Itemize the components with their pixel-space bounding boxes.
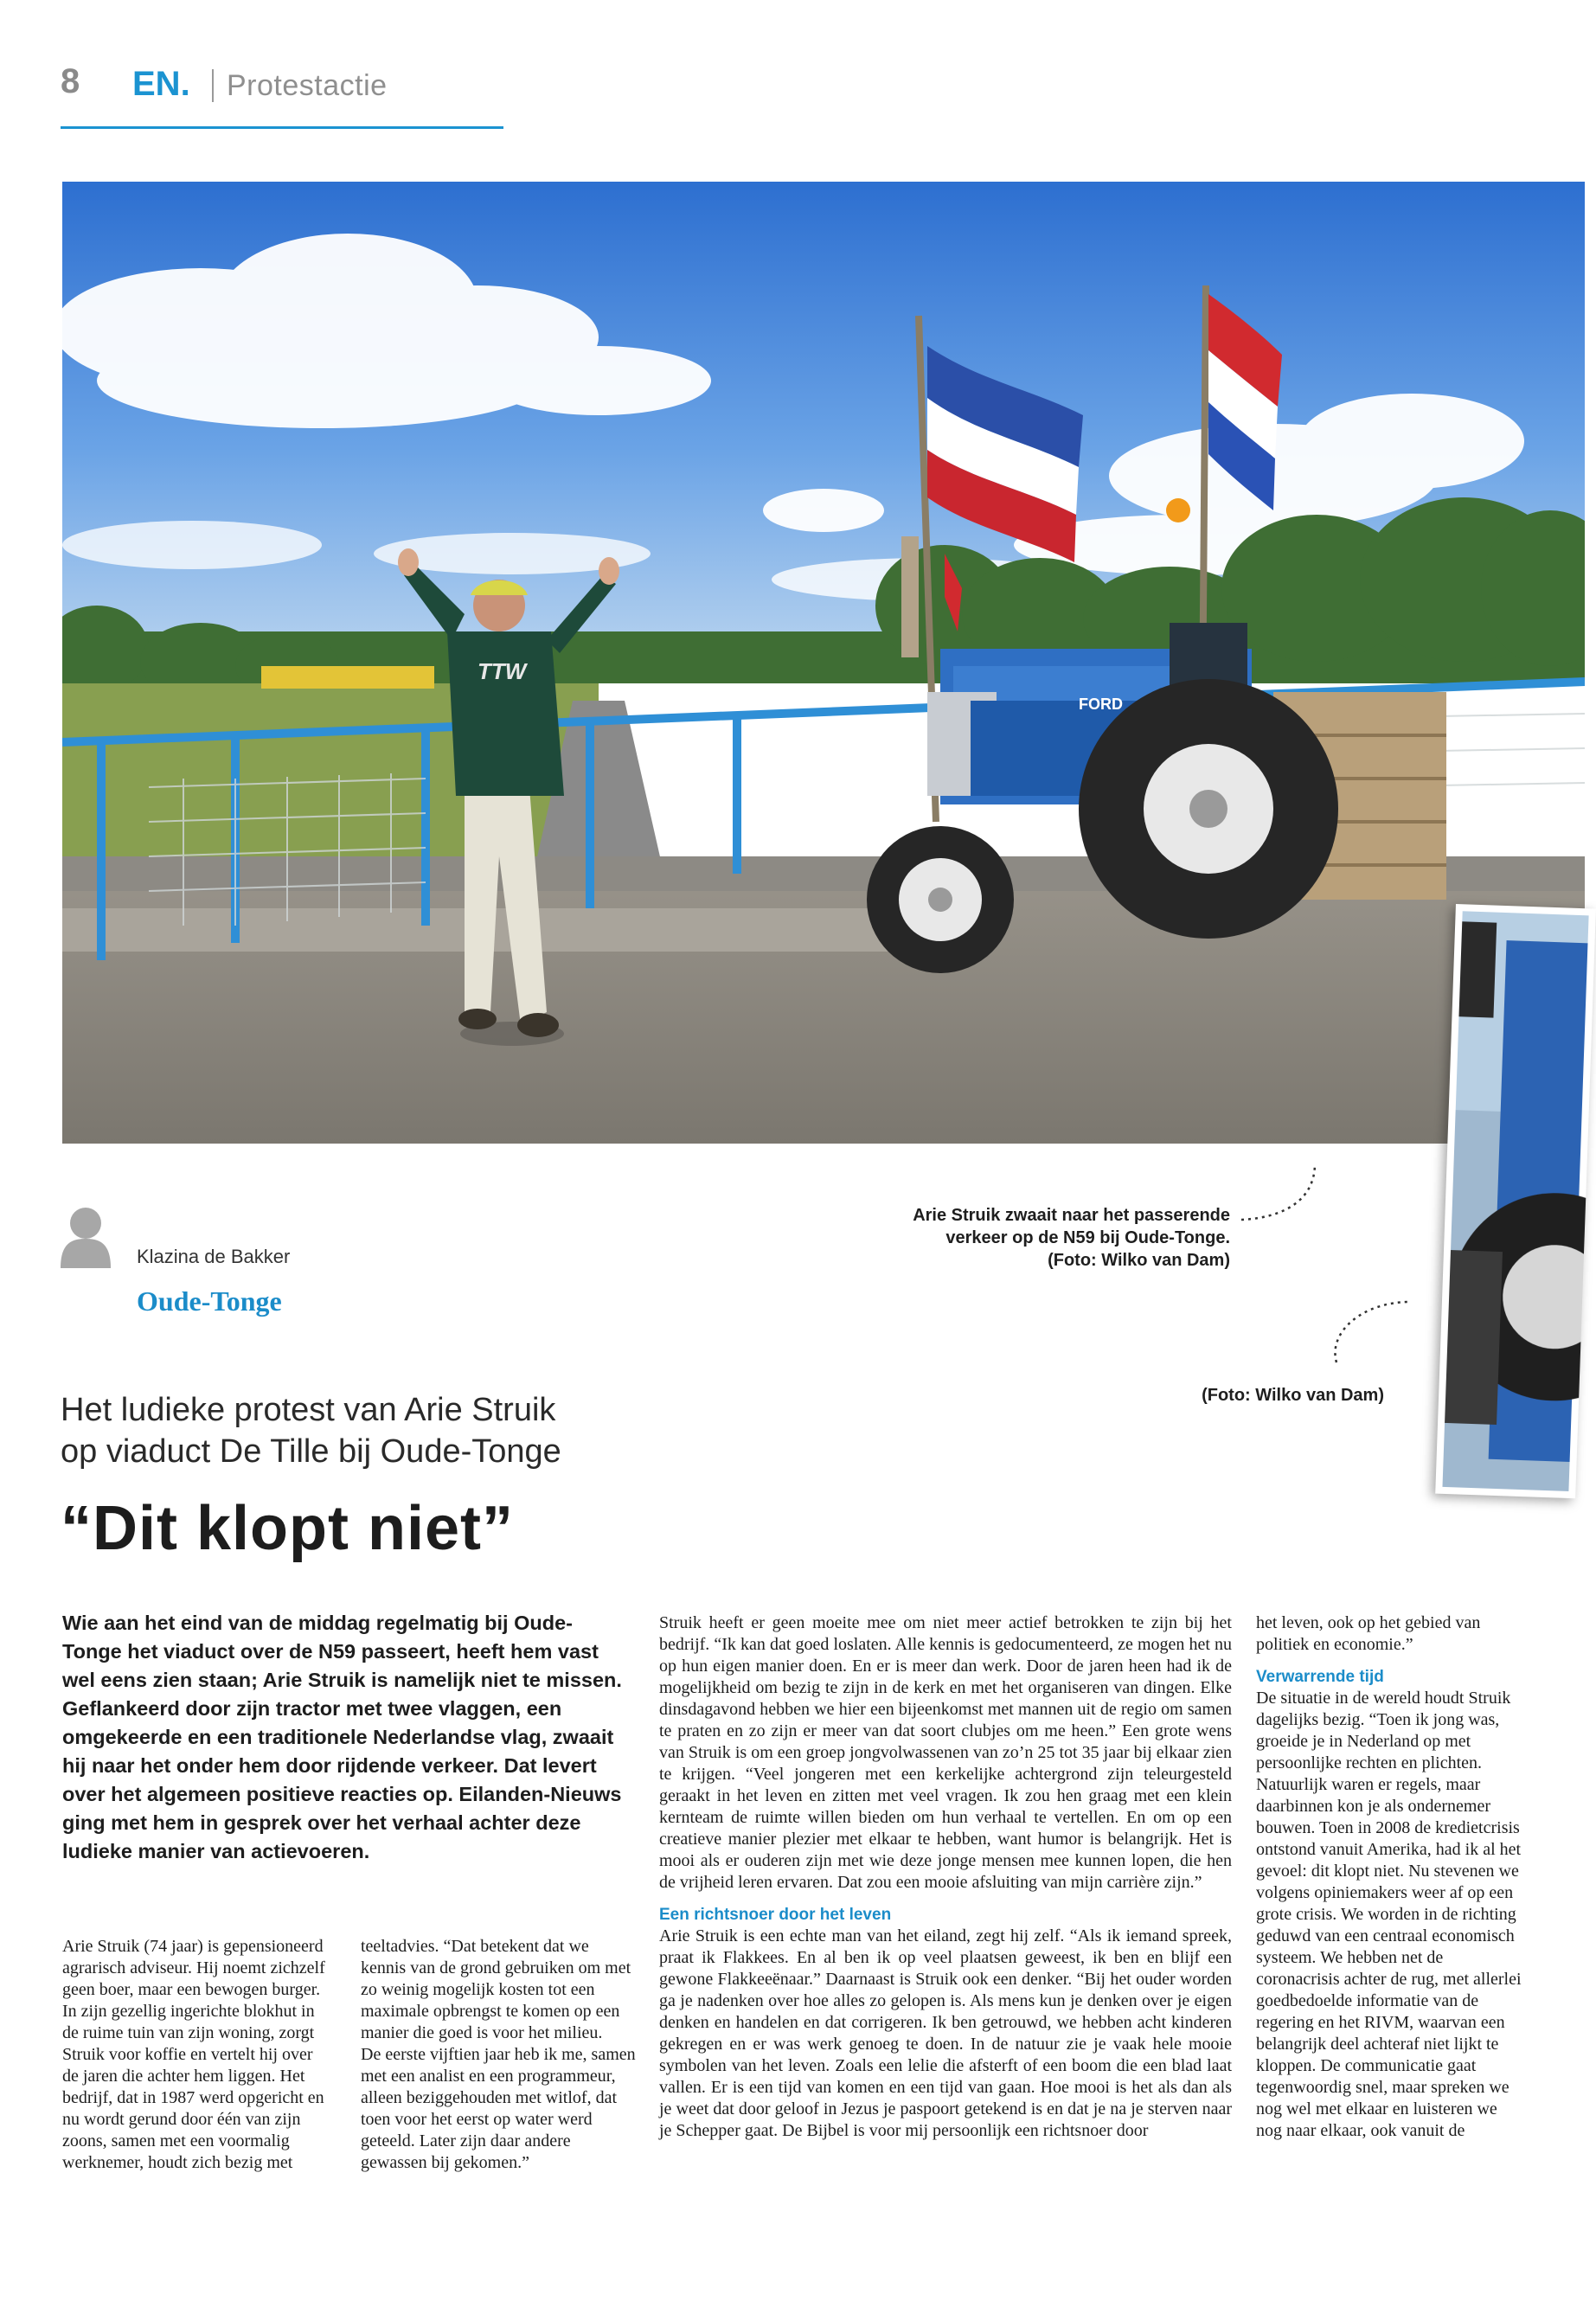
location-dateline: Oude-Tonge — [137, 1285, 282, 1317]
paragraph: teeltadvies. “Dat betekent dat we kennis van de grond gebruiken om met zo weinig mogelijk kosten tot een maximale opbrengst te komen op een manier die goed is voor het milieu. De eerste vijftien jaar heb ik me, samen met een analist en een programmeur, alleen beziggehouden met witlof, dat toen voor het eerst op water werd geteeld. Later zijn daar andere gewassen bij gekomen.” — [361, 1937, 636, 2172]
photo-caption — [709, 1204, 1230, 1272]
paragraph: Arie Struik (74 jaar) is gepensioneerd agrarisch adviseur. Hij noemt zichzelf geen boer, maar een bewogen burger. In zijn gezellig ingerichte blokhut in de ruime tuin van zijn woning, zorgt Struik voor koffie en vertelt hij over de jaren die achter hem liggen. Het bedrijf, dat in 1987 werd opgericht en nu wordt gerund door één van zijn zoons, samen met een voormalig werknemer, houdt zich bezig met — [62, 1937, 325, 2172]
paragraph: De situatie in de wereld houdt Struik dagelijks bezig. “Toen ik jong was, groeide je in Nederland op met persoonlijke rechten en plichten. Natuurlijk waren er regels, maar daarbinnen kon je als ondernemer bouwen. Toen in 2008 de kredietcrisis ontstond vanuit Amerika, had ik al het gevoel: dit klopt niet. Nu stevenen we volgens opiniemakers weer af op een grote crisis. We worden in de richting geduwd van een centraal economisch systeem. We hebben net de coronacrisis achter de rug, met allerlei goedbedoelde informatie van de regering en het RIVM, waarvan een belangrijk deel achteraf niet lijkt te kloppen. De communicatie gaat tegenwoordig snel, maar spreken we nog wel met elkaar en luisteren we nog naar elkaar, ook vanuit de — [1256, 1689, 1522, 2140]
jacket-logo: TTW — [478, 658, 527, 684]
author-name: Klazina de Bakker — [137, 1246, 291, 1267]
paragraph: Struik heeft er geen moeite mee om niet meer actief betrokken te zijn bij het bedrijf. “Ik kan dat goed loslaten. Alle kennis is gedocumenteerd, ze mogen het nu op hun eigen manier doen. En er is meer dan werk. Door de jaren heen had ik de mogelijkheid om bezig te zijn in de kerk en met het organiseren van dingen. Elke dinsdagavond hebben we hier een bijeenkomst met mannen uit de regio om samen te praten en zo zijn er meer van dat soort clubjes om me heen.” Een grote wens van Struik is om een groep jongvolwassenen van zo’n 25 tot 35 jaar bij elkaar zien te krijgen. “Veel jongeren met een kerkelijke achtergrond zijn teleurgesteld geraakt in het leven en zitten met veel vragen. Ik zou hen graag met een klein kernteam de ruimte willen bieden om hun verhaal te vertellen. En om op een creatieve manier plezier met elkaar te hebben, want humor is belangrijk. Het is mooi als er ouderen zijn met wie deze jonge mensen mee kunnen lopen, die hen de vrijheid leren ervaren. Dat zou een mooie afsluiting van mijn carrière zijn.” — [659, 1613, 1232, 1892]
article-column-1 — [62, 1936, 326, 2174]
subheadline — [61, 1389, 718, 1472]
page-number: 8 — [61, 62, 80, 100]
main-photo — [62, 182, 1585, 1144]
side-caption-pointer — [1328, 1298, 1414, 1367]
paragraph: het leven, ook op het gebied van politiek en economie.” — [1256, 1613, 1481, 1654]
article-column-2 — [361, 1936, 638, 2174]
article-column-3 — [659, 1612, 1232, 2142]
caption-line: (Foto: Wilko van Dam) — [1048, 1251, 1230, 1270]
distant-building — [261, 666, 434, 689]
side-photo — [1435, 904, 1596, 1498]
side-photo-scene — [1435, 904, 1596, 1498]
section-subhead: Een richtsnoer door het leven — [659, 1906, 892, 1924]
caption-pointer — [1237, 1159, 1332, 1228]
subheadline-line: Het ludieke protest van Arie Struik — [61, 1392, 556, 1428]
headline: “Dit klopt niet” — [61, 1494, 514, 1563]
article-column-4 — [1256, 1612, 1524, 2142]
newspaper-logo — [132, 64, 202, 102]
article-intro: Wie aan het eind van de middag regelmatig bij Oude-Tonge het viaduct over de N59 passeert, heeft hem vast wel eens zien staan; Arie Struik is namelijk niet te missen. Geflankeerd door zijn tractor met twee vlaggen, een omgekeerde en een traditionele Nederlandse vlag, zwaait hij naar het onder hem door rijdende verkeer. Dat levert over het algemeen positieve reacties op. Eilanden-Nieuws ging met hem in gesprek over het verhaal achter deze ludieke manier van actievoeren. — [62, 1612, 622, 1862]
author-avatar-icon — [61, 1206, 111, 1268]
photo-scene — [62, 182, 1585, 1144]
paragraph: Arie Struik is een echte man van het eiland, zegt hij zelf. “Als ik iemand spreek, praat ik Flakkees. En al ben ik op veel plaatsen geweest, ik ben en blijf een gewone Flakkeeënaar.” Daarnaast is Struik ook een denker. “Bij het ouder worden ga je nadenken over hoe alles zo gelopen is. Als mens kun je denken over je eigen denken en handelen en dat corrigeren. Ik ben getrouwd, we hebben acht kinderen gekregen en er was werk genoeg te doen. In de natuur zie je vaak hele mooie symbolen van het leven. Zoals een lelie die afsterft of een boom die een blad laat vallen. Er is een tijd van komen en een tijd van gaan. Hoe mooi is het als dan als je weet dat door geloof in Jezus je paspoort getekend is en dat je na je sterven naar je Schepper gaat. De Bijbel is voor mij persoonlijk een richtsnoer door — [659, 1926, 1232, 2140]
caption-line: verkeer op de N59 bij Oude-Tonge. — [945, 1228, 1230, 1247]
section-divider — [212, 69, 214, 102]
caption-line: Arie Struik zwaait naar het passerende — [913, 1206, 1230, 1225]
section-subhead: Verwarrende tijd — [1256, 1668, 1384, 1686]
subheadline-line: op viaduct De Tille bij Oude-Tonge — [61, 1433, 561, 1470]
tractor-badge: FORD — [1079, 695, 1123, 713]
header-rule — [61, 126, 503, 129]
beacon — [1166, 498, 1190, 522]
side-photo-caption: (Foto: Wilko van Dam) — [1202, 1386, 1384, 1405]
section-title: Protestactie — [227, 69, 388, 102]
logo-text: EN. — [132, 65, 190, 102]
